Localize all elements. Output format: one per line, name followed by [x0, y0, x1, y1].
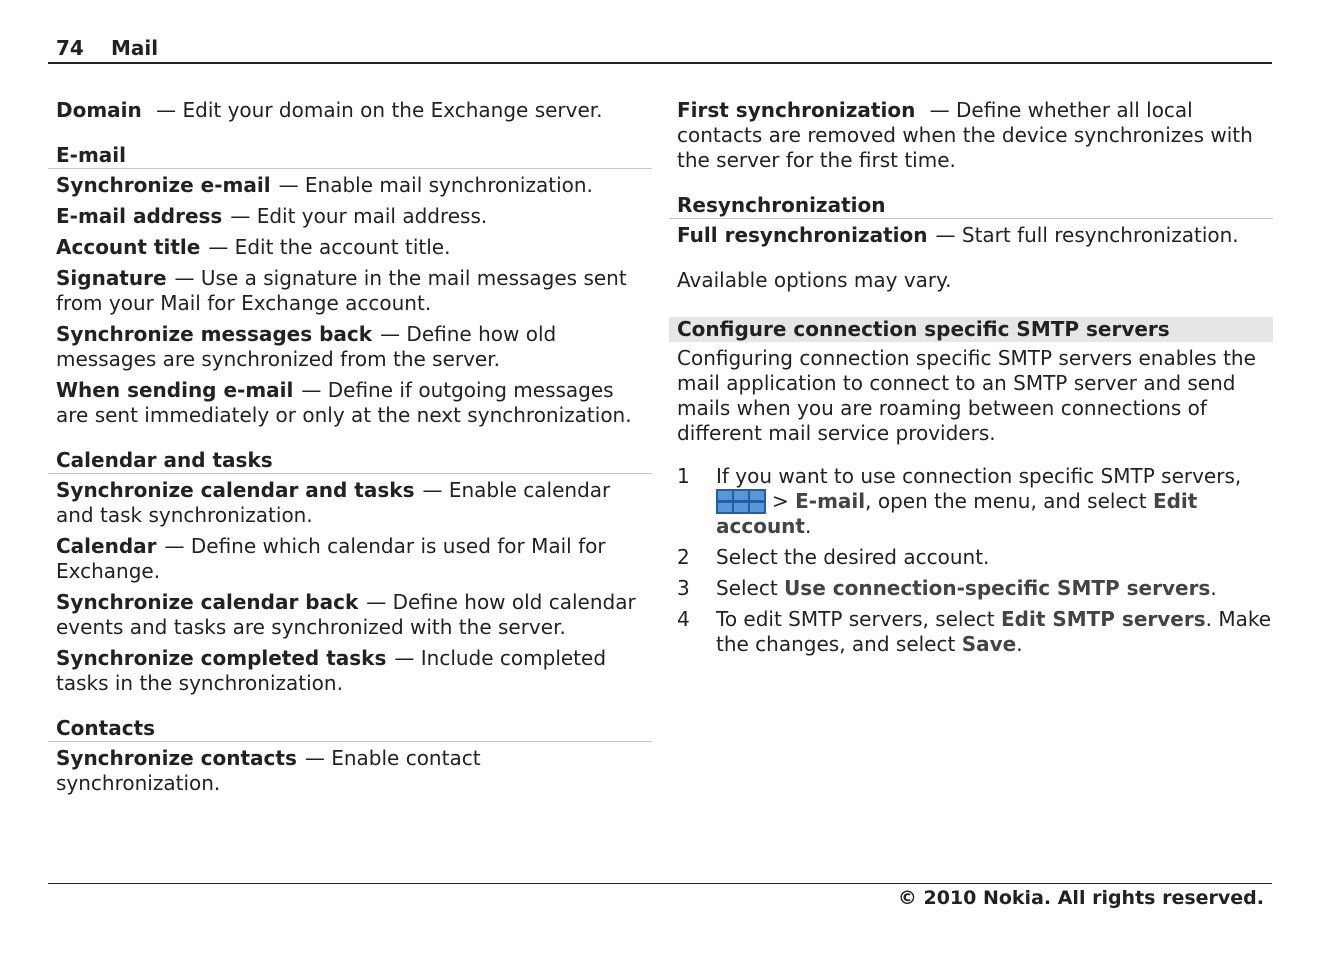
- entry-desc: — Use a signature in the mail messages sent from your Mail for Exchange account.: [56, 266, 627, 315]
- step-item: [669, 545, 1273, 570]
- email-keyword: E-mail: [795, 489, 866, 513]
- entry-desc: — Edit the account title.: [208, 235, 451, 259]
- entry-term: Synchronize calendar and tasks: [56, 478, 415, 502]
- page-number: 74: [56, 36, 84, 60]
- list-item: [48, 478, 652, 528]
- entry-term: Synchronize calendar back: [56, 590, 359, 614]
- entry-desc: — Enable calendar and task synchronization.: [56, 478, 611, 527]
- entry-desc: — Define whether all local contacts are removed when the device synchronizes with the server for the first time.: [677, 98, 1253, 172]
- step-number: 4: [677, 607, 690, 631]
- step-text: .: [1210, 576, 1217, 600]
- entry-term: Synchronize contacts: [56, 746, 297, 770]
- list-item: [48, 590, 652, 640]
- left-column: [48, 98, 652, 802]
- entry-desc: — Define how old calendar events and tasks are synchronized with the server.: [56, 590, 636, 639]
- smtp-section-title: Configure connection specific SMTP servers: [669, 317, 1273, 342]
- step-number: 2: [677, 545, 690, 569]
- availability-note: Available options may vary.: [677, 268, 952, 292]
- smtp-intro: Configuring connection specific SMTP servers enables the mail application to connect to an SMTP server and send mails when you are roaming between connections of different mail service providers.: [677, 346, 1256, 445]
- first-sync-entry: [669, 98, 1273, 173]
- copyright: © 2010 Nokia. All rights reserved.: [897, 887, 1264, 909]
- entry-term: First synchronization: [677, 98, 916, 122]
- step-text: To edit SMTP servers, select: [716, 607, 1001, 631]
- entry-term: Full resynchronization: [677, 223, 928, 247]
- section-title: Mail: [111, 36, 159, 60]
- step-text: , open the menu, and select: [865, 489, 1153, 513]
- list-item: [48, 173, 652, 198]
- step-text: >: [772, 489, 796, 513]
- domain-entry: [48, 98, 652, 123]
- edit-smtp-keyword: Edit SMTP servers: [1000, 607, 1206, 631]
- step-item: [669, 464, 1273, 539]
- entry-term: Account title: [56, 235, 201, 259]
- list-item: [48, 266, 652, 316]
- save-keyword: Save: [961, 632, 1017, 656]
- entry-term: Synchronize messages back: [56, 322, 373, 346]
- list-item: [48, 646, 652, 696]
- step-number: 3: [677, 576, 690, 600]
- edit-account-keyword: Edit account: [716, 489, 1198, 538]
- step-text: . Make the changes, and select: [716, 607, 1272, 656]
- entry-desc: — Define how old messages are synchronized from the server.: [56, 322, 557, 371]
- entry-desc: — Start full resynchronization.: [935, 223, 1239, 247]
- entry-term: When sending e-mail: [56, 378, 294, 402]
- list-item: [48, 322, 652, 372]
- email-group-title: E-mail: [48, 143, 652, 169]
- page-footer: [48, 883, 1272, 909]
- entry-term: Calendar: [56, 534, 157, 558]
- step-text: Select: [716, 576, 785, 600]
- entry-desc: — Enable mail synchronization.: [278, 173, 593, 197]
- right-column: [669, 98, 1273, 663]
- entry-desc: — Edit your mail address.: [230, 204, 488, 228]
- email-group-list: [48, 173, 652, 428]
- entry-desc: — Define which calendar is used for Mail for Exchange.: [56, 534, 606, 583]
- entry-term: E-mail address: [56, 204, 223, 228]
- menu-grid-icon: [716, 489, 766, 514]
- entry-term: Signature: [56, 266, 167, 290]
- step-number: 1: [677, 464, 690, 488]
- entry-desc: — Edit your domain on the Exchange server.: [156, 98, 603, 122]
- step-text: Select the desired account.: [716, 545, 990, 569]
- calendar-group-title: Calendar and tasks: [48, 448, 652, 474]
- entry-desc: — Define if outgoing messages are sent immediately or only at the next synchronization.: [56, 378, 632, 427]
- step-item: [669, 607, 1273, 657]
- contacts-group-list: [48, 746, 652, 796]
- entry-desc: — Enable contact synchronization.: [56, 746, 481, 795]
- step-text: If you want to use connection specific SMTP servers,: [716, 464, 1242, 488]
- step-text: .: [1016, 632, 1023, 656]
- page-header: [48, 34, 1272, 64]
- entry-desc: — Include completed tasks in the synchronization.: [56, 646, 607, 695]
- smtp-steps: [669, 464, 1273, 657]
- entry-term: Synchronize e-mail: [56, 173, 271, 197]
- step-item: [669, 576, 1273, 601]
- list-item: [48, 378, 652, 428]
- calendar-group-list: [48, 478, 652, 696]
- use-smtp-keyword: Use connection-specific SMTP servers: [784, 576, 1211, 600]
- entry-term: Synchronize completed tasks: [56, 646, 387, 670]
- list-item: [48, 746, 652, 796]
- list-item: [669, 223, 1273, 248]
- list-item: [48, 204, 652, 229]
- entry-term: Domain: [56, 98, 142, 122]
- list-item: [48, 235, 652, 260]
- resync-group-title: Resynchronization: [669, 193, 1273, 219]
- step-text: .: [804, 514, 812, 538]
- contacts-group-title: Contacts: [48, 716, 652, 742]
- list-item: [48, 534, 652, 584]
